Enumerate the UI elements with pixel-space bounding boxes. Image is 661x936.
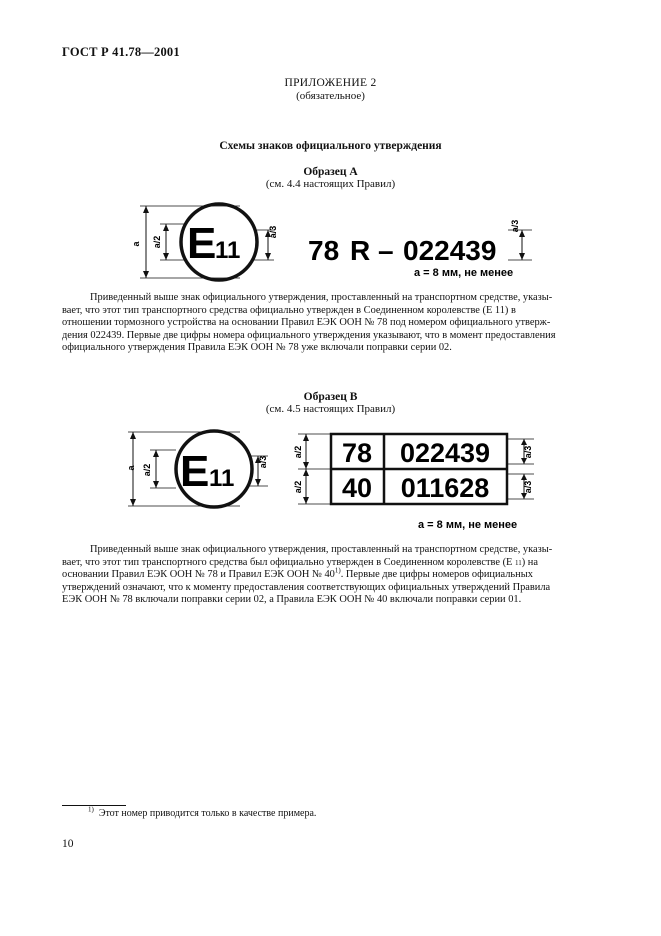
row2-regulation: 40: [341, 473, 373, 503]
sample-b-approval-mark: [120, 422, 550, 534]
size-note: a = 8 мм, не менее: [418, 519, 518, 531]
dim-a-third-row2-label: a/3: [523, 480, 533, 494]
para-a-line1: Приведенный выше знак официального утверждения, проставленный на транспортном средстве, указы-: [90, 292, 553, 303]
approval-letter-e: E: [187, 219, 217, 268]
page-number: 10: [62, 838, 74, 850]
footnote-ref: 1): [334, 566, 341, 575]
sample-b-reference: (см. 4.5 настоящих Правил): [265, 403, 396, 415]
para-b-line2-post: ) на: [521, 556, 538, 568]
sample-b-title: Образец В: [303, 391, 358, 403]
para-b-line4: утверждений означают, что к моменту предоставления соответствующих официальных утверждений Правила: [62, 581, 551, 593]
sample-b-paragraph: [62, 544, 599, 607]
row1-regulation: 78: [341, 438, 373, 468]
para-a-line4: дения 022439. Первые две цифры номера официального утверждения указывают, что в момент предоставления: [62, 329, 556, 341]
dimension-a-third-row2: [508, 474, 534, 499]
country-code: 11: [209, 465, 235, 492]
para-a-line2: вает, что этот тип транспортного средства официально утвержден в Соединенном королевстве (Е 11) в: [62, 304, 516, 316]
para-b-line3-post: . Первые две цифры номеров официальных: [340, 569, 533, 581]
dim-a-third-label: a/3: [268, 225, 278, 239]
dimension-a-third-right: [508, 220, 532, 260]
dim-a-half-label: a/2: [152, 235, 162, 249]
dimension-a-third-row1: [508, 439, 534, 464]
dim-a-half-row2-label: a/2: [293, 480, 303, 494]
footnote-divider: [62, 805, 126, 806]
country-code: 11: [215, 237, 241, 264]
dimension-a-half: [142, 450, 176, 488]
row1-approval-number: 022439: [399, 438, 491, 468]
dim-a-half-label: a/2: [142, 463, 152, 477]
dimension-a-half-row1: [293, 434, 330, 469]
sample-a-paragraph: [62, 292, 599, 355]
para-a-line5: официального утверждения Правила ЕЭК ООН № 78 уже включали поправки серии 02.: [62, 342, 452, 354]
approval-number: 022439: [403, 235, 497, 266]
para-b-line2-pre: вает, что этот тип транспортного средства был официально утвержден в Соединенном королевстве (Е: [62, 556, 513, 568]
para-b-line1: Приведенный выше знак официального утверждения, проставленный на транспортном средстве, указы-: [90, 544, 553, 555]
dim-a-third-label-right: a/3: [510, 219, 520, 233]
regulation-number: 78: [308, 235, 340, 266]
dim-a-half-row1-label: a/2: [293, 445, 303, 459]
regulation-suffix: R: [350, 235, 371, 266]
para-b-line2-sub: 11: [515, 558, 522, 567]
footnote: [88, 805, 317, 819]
para-a-line3: отношении тормозного устройства на основании Правил ЕЭК ООН № 78 под номером официального утверж-: [62, 317, 551, 329]
section-title: Схемы знаков официального утверждения: [219, 140, 442, 152]
dim-a-label: a: [126, 465, 136, 471]
para-b-line5: ЕЭК ООН № 78 включали поправки серии 02, а Правила ЕЭК ООН № 40 включали поправки серии 01.: [62, 594, 522, 606]
dim-a-third-label: a/3: [258, 455, 268, 469]
dim-a-label: a: [131, 241, 141, 247]
dash: –: [378, 235, 394, 266]
document-header: ГОСТ Р 41.78—2001: [62, 45, 180, 59]
footnote-marker: 1): [88, 805, 94, 814]
sample-a-title: Образец А: [303, 166, 358, 178]
appendix-note: (обязательное): [296, 90, 365, 102]
approval-letter-e: E: [180, 447, 210, 496]
size-note: a = 8 мм, не менее: [414, 267, 514, 279]
appendix-title: ПРИЛОЖЕНИЕ 2: [284, 77, 377, 89]
dimension-a-half: [152, 224, 184, 260]
footnote-text: Этот номер приводится только в качестве примера.: [98, 808, 317, 819]
dim-a-third-row1-label: a/3: [523, 445, 533, 459]
dimension-a-half-row2: [293, 469, 330, 504]
approval-number-table: [331, 434, 507, 504]
sample-a-approval-mark: [120, 196, 550, 286]
row2-approval-number: 011628: [400, 473, 490, 503]
para-b-line3-pre: основании Правил ЕЭК ООН № 78 и Правил ЕЭК ООН № 40: [62, 569, 335, 581]
sample-a-reference: (см. 4.4 настоящих Правил): [265, 178, 396, 190]
